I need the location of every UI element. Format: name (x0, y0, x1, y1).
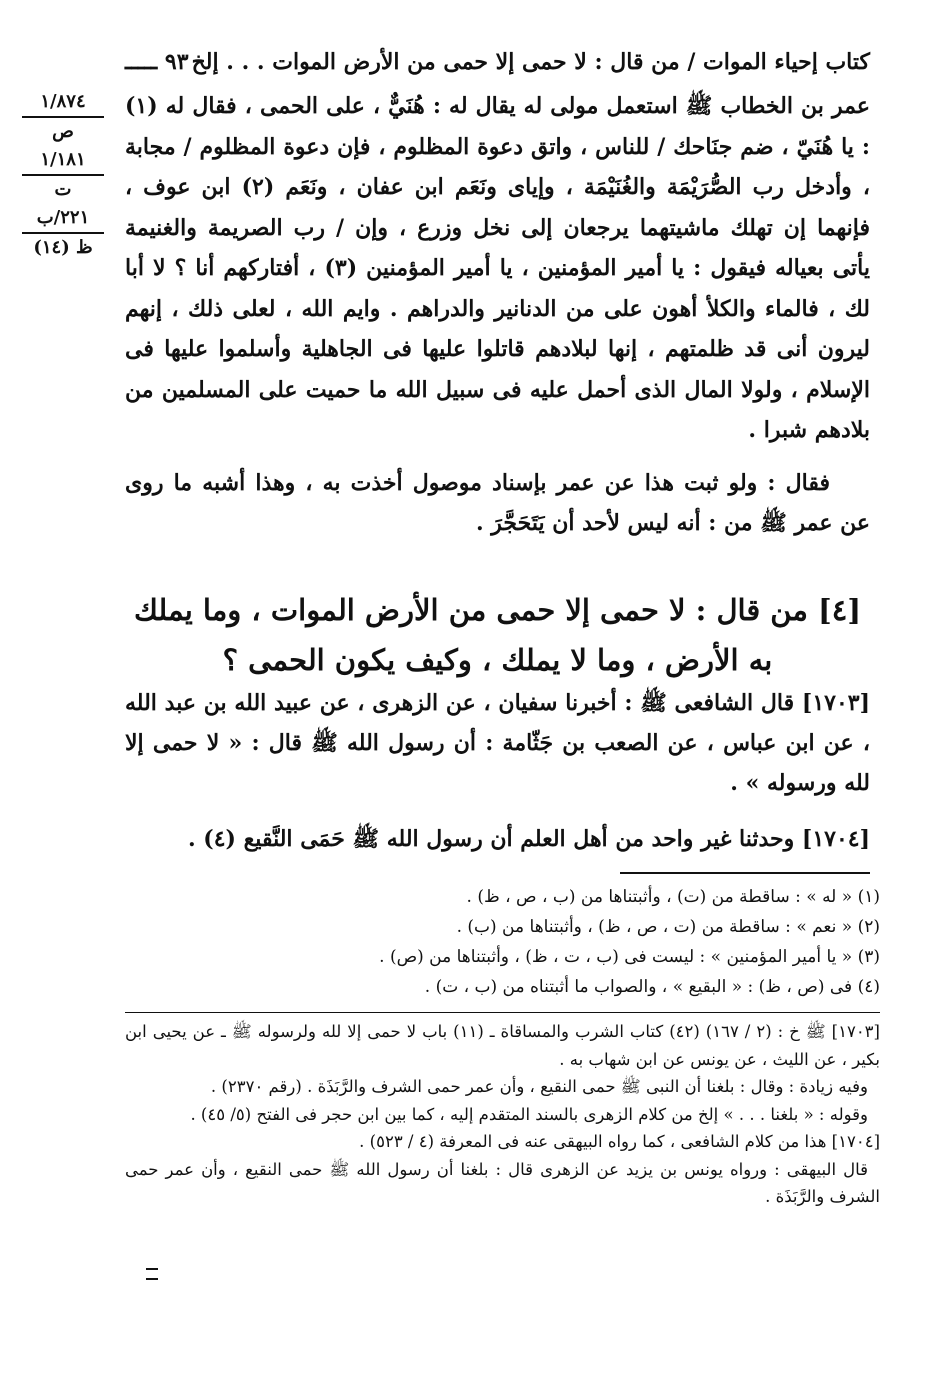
margin-ref: ت (54, 179, 72, 200)
margin-ref: ظ (١٤) (33, 237, 93, 258)
hadith-1703: [١٧٠٣] قال الشافعى ﷺ : أخبرنا سفيان ، عن الزهرى ، عن عبيد الله بن عبد الله ، عن ابن عباس ، عن الصعب بن جَثّامة : أن رسول الله ﷺ قال : « لا حمى إلا لله ورسوله » . (125, 690, 870, 796)
footnote-divider (620, 872, 870, 874)
footnotes (125, 882, 880, 1002)
note-1703-addition: وفيه زيادة : وقال : بلغنا أن النبى ﷺ حمى النقيع ، وأن عمر حمى الشرف والرَّبَذَة . (رقم ٢٣٧٠) . (210, 1077, 868, 1096)
footnote-item: (٣) « يا أمير المؤمنين » : ليست فى (ب ، ت ، ظ) ، وأثبتناها من (ص) . (379, 947, 880, 967)
page-number: ٩٣ ـــــ (125, 49, 189, 75)
end-mark-icon (146, 1268, 158, 1280)
footnote-item: (٤) فى (ص ، ظ) : « البقيع » ، والصواب ما أثبتناه من (ب ، ت) . (424, 977, 880, 997)
note-1703-comment: وقوله : « بلغنا . . . » إلخ من كلام الزهرى بالسند المتقدم إليه ، كما بين ابن حجر فى الفتح (٥/ ٤٥) . (190, 1104, 868, 1124)
manuscript-margin-references (22, 88, 104, 262)
takhrij-notes (125, 1018, 880, 1211)
hadith-1704: [١٧٠٤] وحدثنا غير واحد من أهل العلم أن رسول الله ﷺ حَمَى النَّقيع (٤) . (187, 826, 870, 852)
main-text (125, 86, 870, 544)
note-1704: [١٧٠٤] هذا من كلام الشافعى ، كما رواه البيهقى عنه فى المعرفة (٤ / ٥٢٣) . (359, 1132, 880, 1151)
margin-ref: ١/١٨١ (22, 146, 104, 176)
note-1703: [١٧٠٣] ﷺ خ : (٢ / ١٦٧) (٤٢) كتاب الشرب والمساقاة ـ (١١) باب لا حمى إلا لله ولرسوله ﷺ ـ عن يحيى ابن بكير ، عن الليث ، عن يونس عن ابن شهاب به . (125, 1022, 880, 1069)
body-paragraph: عمر بن الخطاب ﷺ استعمل مولى له يقال له : هُنَيٌّ ، على الحمى ، فقال له (١) : يا هُنَيّ ، ضم جنَاحك / للناس ، واتق دعوة المظلوم ، فإن دعوة المظلوم / مجابة ، وأدخل رب الصُّرَيْمَة والغُنَيْمَة ، وإياى ونَعَم ابن عفان ، ونَعَم (٢) ابن عوف ، فإنهما إن تهلك ماشيتهما يرجعان إلى نخل وزرع ، وإن / رب الصريمة والغنيمة يأتى بعياله فيقول : يا أمير المؤمنين ، يا أمير المؤمنين (٣) ، أفتاركهم أنا ؟ لا أبا لك ، فالماء والكلأ أهون على من الدنانير والدراهم . وايم الله ، لعلى ذلك ، إنهم ليرون أنى قد ظلمتهم ، إنها لبلادهم قاتلوا عليها فى الجاهلية وأسلموا عليها فى الإسلام ، ولولا المال الذى أحمل عليه فى سبيل الله ما حميت على المسلمين من بلادهم شبرا . (125, 93, 870, 443)
body-paragraph: فقال : ولو ثبت هذا عن عمر بإسناد موصول أخذت به ، وهذا أشبه ما روى عن عمر ﷺ من : أنه ليس لأحد أن يَتَحَجَّرَ . (125, 469, 870, 536)
margin-ref: ص (52, 121, 74, 142)
footnote-item: (١) « له » : ساقطة من (ت) ، وأثبتناها من (ب ، ص ، ظ) . (466, 887, 880, 907)
takhrij-divider (125, 1012, 880, 1013)
section-heading: [٤] من قال : لا حمى إلا حمى من الأرض الموات ، وما يملك به الأرض ، وما لا يملك ، وكيف يكون الحمى ؟ (133, 593, 862, 677)
running-header (125, 42, 870, 82)
running-title: كتاب إحياء الموات / من قال : لا حمى إلا حمى من الأرض الموات . . . إلخ (191, 49, 870, 75)
margin-ref: ١/٨٧٤ (22, 88, 104, 118)
margin-ref: ٢٢١/ب (22, 204, 104, 234)
footnote-item: (٢) « نعم » : ساقطة من (ت ، ص ، ظ) ، وأثبتناها من (ب) . (456, 917, 880, 937)
note-1704-comment: قال البيهقى : ورواه يونس بن يزيد عن الزهرى قال : بلغنا أن رسول الله ﷺ حمى النقيع ، وأن عمر حمى الشرف والرَّبَذَة . (125, 1159, 880, 1206)
hadith-block (125, 683, 870, 859)
